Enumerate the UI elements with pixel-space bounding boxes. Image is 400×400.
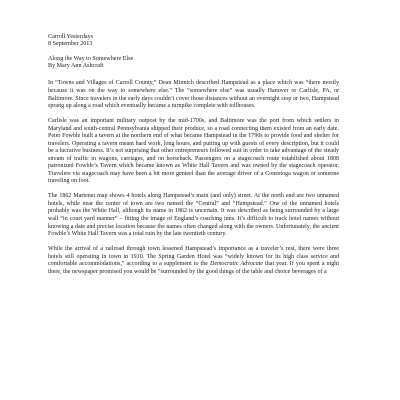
byline: By Mary Ann Ashcraft (48, 63, 104, 70)
article-title: Along the Way to Somewhere Else (48, 55, 134, 62)
publication-date: 8 September 2013 (48, 41, 93, 48)
paragraph-3: The 1862 Martenet map shows 4 hotels along Hampstead’s main (and only) street. At the north end are two unnamed hotels, while near the center of town are two named the “Central” and “Hampstead.” One of the unnamed hotels probably was the White Hall, although its name in 1862 is uncertain. It was described as being surrounded by a large wall “in court yard manner” – fitting the image of England’s coaching inns. It’s difficult to track hotel names without knowing a date and precise location because the names often changed along with the owners. Unfortunately, the ancient Fowble’s White Hall Tavern was a total ruin by the late twentieth century. (48, 193, 339, 238)
paragraph-4 (48, 246, 339, 276)
paragraph-4-text-start: While the arrival of a railroad through town lessened Hampstead’s importance as a traveler’s rest, there were three hotels still operating in town in 1910. The Spring Garden Hotel was “widely known for its high class service and comfortable accommodations,” according to a supplement to the (48, 246, 339, 268)
paragraph-4-text-end: that year. If you spent a night there, the newspaper promised you would be “surrounded by the good things of the table and choice beverages of a (48, 261, 339, 275)
column-name: Carroll Yesterdays (48, 34, 94, 40)
paragraph-1: In “Towns and Villages of Carroll County,” Dean Minnich described Hampstead as a place which was “there mostly because it was on the way to somewhere else.” The “somewhere else” was usually Hanover or Carlisle, PA, or Baltimore. Since travelers in the early days couldn’t cover those distances without an overnight stop or two, Hampstead sprang up along a road which eventually became a turnpike complete with tollhouses. (48, 80, 339, 110)
newspaper-name: Democratic Advocate (210, 261, 263, 268)
article-body (48, 80, 339, 276)
paragraph-2: Carlisle was an important military outpost by the mid-1700s, and Baltimore was the port from which settlers in Maryland and south-central Pennsylvania shipped their produce, so a road connecting them existed from an early date. Peter Fowble built a tavern at the northern end of what became Hampstead in the 1790s to provide food and shelter for travelers. Operating a tavern meant hard work, long hours, and putting up with guests of every description, but it could be a lucrative business. It’s not surprising that other entrepreneurs followed suit in order to take advantage of the steady stream of traffic in wagons, carriages, and on horseback. Passengers on a stagecoach route established about 1808 patronized Fowble’s Tavern which became known as White Hall Tavern and was owned by the stagecoach operator. Travelers via stagecoach may have been a bit more genteel than the average driver of a Conestoga wagon or someone traveling on foot. (48, 118, 339, 185)
